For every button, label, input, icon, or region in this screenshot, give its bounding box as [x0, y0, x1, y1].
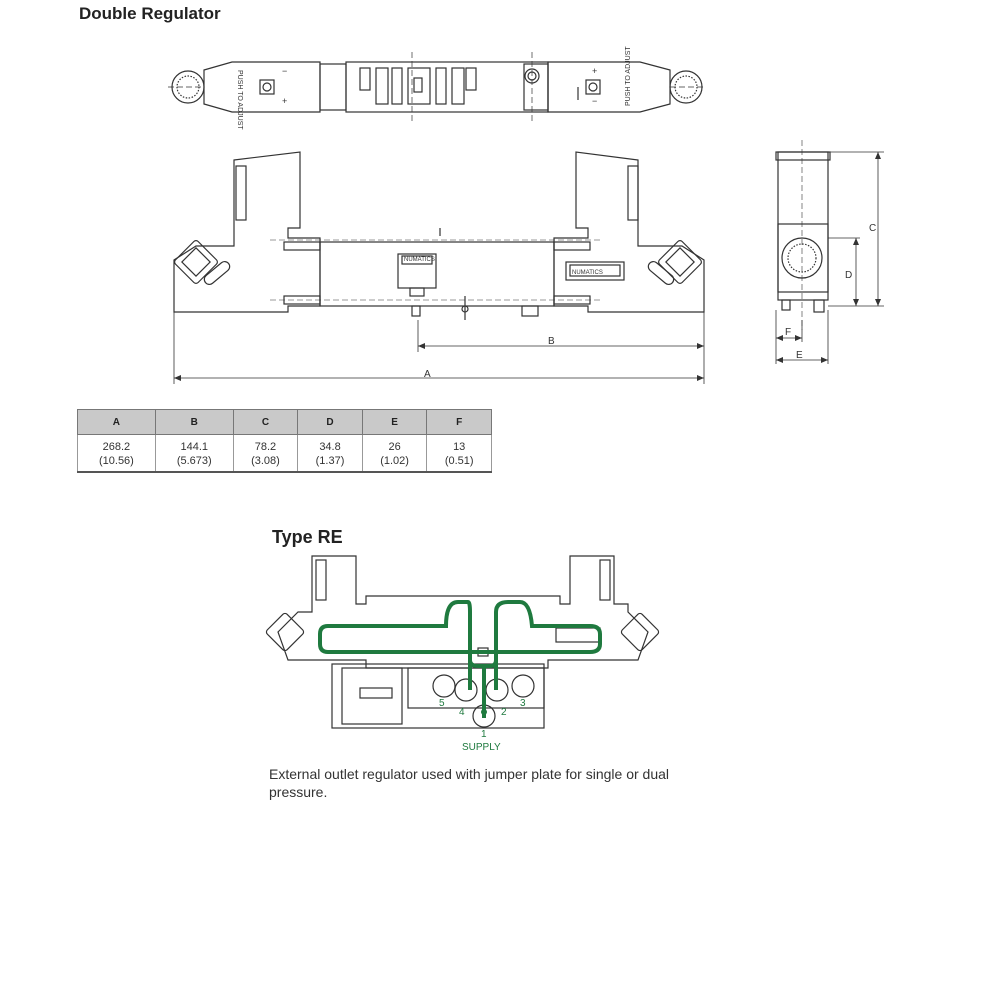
cell-b — [155, 435, 233, 473]
port-3-label: 3 — [520, 698, 526, 709]
front-view — [173, 152, 704, 320]
front-brand-label-right: NUMATICS — [572, 270, 603, 276]
cell-d — [298, 435, 363, 473]
value-in: (1.37) — [315, 455, 345, 467]
value-in: (0.51) — [444, 455, 474, 467]
header-f: F — [427, 410, 492, 435]
value-mm: 34.8 — [319, 441, 341, 453]
dim-e-label: E — [796, 350, 803, 361]
header-d: D — [298, 410, 363, 435]
dim-d-label: D — [845, 270, 853, 281]
dimension-table-header-row — [78, 410, 492, 435]
left-push-to-adjust-label: PUSH TO ADJUST — [236, 70, 243, 130]
dim-a-label: A — [424, 369, 431, 380]
right-plus-label: + — [592, 66, 598, 76]
supply-label: SUPPLY — [462, 742, 501, 753]
dim-f-label: F — [785, 327, 792, 338]
cell-f — [427, 435, 492, 473]
cell-e — [362, 435, 427, 473]
left-plus-label: + — [282, 96, 288, 106]
type-re-description: External outlet regulator used with jumper plate for single or dual pressure. — [269, 766, 669, 800]
value-in: (10.56) — [98, 455, 134, 467]
flow-path — [320, 602, 600, 718]
value-mm: 26 — [388, 441, 401, 453]
side-view — [776, 140, 830, 330]
value-in: (5.673) — [176, 455, 212, 467]
dim-c-label: C — [869, 223, 877, 234]
value-in: (3.08) — [251, 455, 280, 467]
header-e: E — [362, 410, 427, 435]
port-1-label: 1 — [481, 729, 487, 740]
cell-c — [233, 435, 298, 473]
supply-port-icon — [481, 709, 487, 715]
front-brand-label: NUMATICS — [404, 257, 435, 263]
dimension-table — [77, 409, 492, 473]
port-2-label: 2 — [501, 707, 507, 718]
value-in: (1.02) — [380, 455, 409, 467]
header-b: B — [155, 410, 233, 435]
value-mm: 144.1 — [180, 441, 208, 453]
cell-a — [78, 435, 156, 473]
left-minus-label: − — [282, 66, 288, 76]
port-4-label: 4 — [459, 707, 465, 718]
dim-b-label: B — [548, 336, 555, 347]
value-mm: 13 — [453, 441, 466, 453]
right-minus-label: − — [592, 96, 598, 106]
header-a: A — [78, 410, 156, 435]
double-regulator-title: Double Regulator — [79, 4, 221, 23]
port-5-label: 5 — [439, 698, 445, 709]
value-mm: 78.2 — [254, 441, 277, 453]
dimension-table-values-row — [78, 435, 492, 473]
header-c: C — [233, 410, 298, 435]
type-re-title: Type RE — [272, 527, 343, 547]
value-mm: 268.2 — [102, 441, 131, 453]
right-push-to-adjust-label: PUSH TO ADJUST — [625, 46, 632, 106]
